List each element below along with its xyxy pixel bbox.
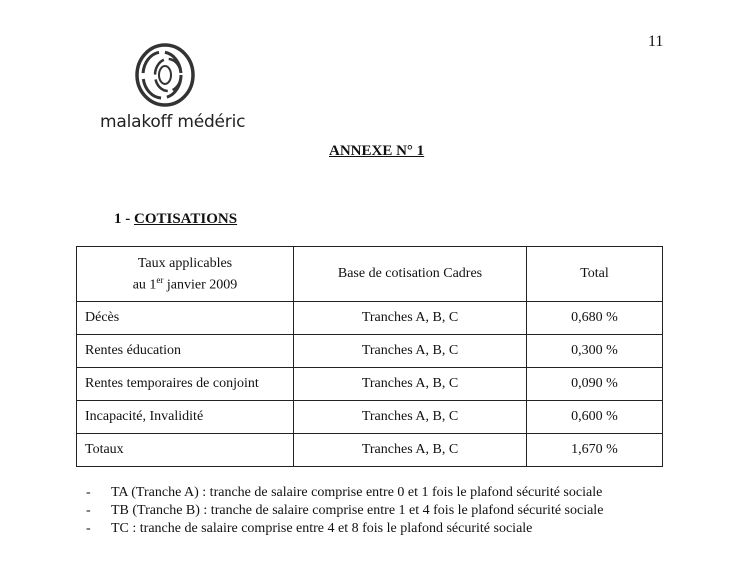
table-totals-row <box>77 434 663 467</box>
row-base: Tranches A, B, C <box>294 368 527 401</box>
tranche-notes-list <box>86 484 603 538</box>
section-title <box>114 211 237 228</box>
note-text: TC : tranche de salaire comprise entre 4 et 8 fois le plafond sécurité sociale <box>111 521 533 536</box>
page-number: 11 <box>648 33 664 50</box>
row-label: Rentes éducation <box>77 335 294 368</box>
section-heading: COTISATIONS <box>134 211 238 227</box>
annex-title: ANNEXE N° 1 <box>329 143 425 159</box>
row-label: Rentes temporaires de conjoint <box>77 368 294 401</box>
row-total: 0,680 % <box>527 302 663 335</box>
malakoff-mederic-logo-icon <box>134 42 196 108</box>
note-text: TB (Tranche B) : tranche de salaire comprise entre 1 et 4 fois le plafond sécurité sociale <box>111 503 604 518</box>
table-row <box>77 368 663 401</box>
list-item <box>86 520 603 538</box>
row-label: Décès <box>77 302 294 335</box>
row-label: Totaux <box>77 434 294 467</box>
header-col1-line2-post: janvier 2009 <box>163 277 238 293</box>
cotisations-table <box>76 246 663 467</box>
header-total: Total <box>527 247 663 302</box>
row-label: Incapacité, Invalidité <box>77 401 294 434</box>
header-taux-applicables <box>77 247 294 302</box>
row-total: 0,090 % <box>527 368 663 401</box>
row-base: Tranches A, B, C <box>294 401 527 434</box>
section-number: 1 - <box>114 211 131 227</box>
row-base: Tranches A, B, C <box>294 434 527 467</box>
row-total: 0,300 % <box>527 335 663 368</box>
bullet-dash: - <box>86 503 91 518</box>
table-row <box>77 302 663 335</box>
row-base: Tranches A, B, C <box>294 302 527 335</box>
header-col1-line2-pre: au 1 <box>132 277 157 293</box>
row-total: 0,600 % <box>527 401 663 434</box>
table-row <box>77 335 663 368</box>
row-total: 1,670 % <box>527 434 663 467</box>
table-header-row <box>77 247 663 302</box>
header-base-cotisation: Base de cotisation Cadres <box>294 247 527 302</box>
bullet-dash: - <box>86 485 91 500</box>
header-col1-line1: Taux applicables <box>137 255 233 271</box>
row-base: Tranches A, B, C <box>294 335 527 368</box>
bullet-dash: - <box>86 521 91 536</box>
logo-text: malakoff médéric <box>100 112 246 132</box>
list-item <box>86 484 603 502</box>
table-row <box>77 401 663 434</box>
list-item <box>86 502 603 520</box>
header-col1-superscript: er <box>156 274 164 285</box>
note-text: TA (Tranche A) : tranche de salaire comprise entre 0 et 1 fois le plafond sécurité sociale <box>111 485 603 500</box>
